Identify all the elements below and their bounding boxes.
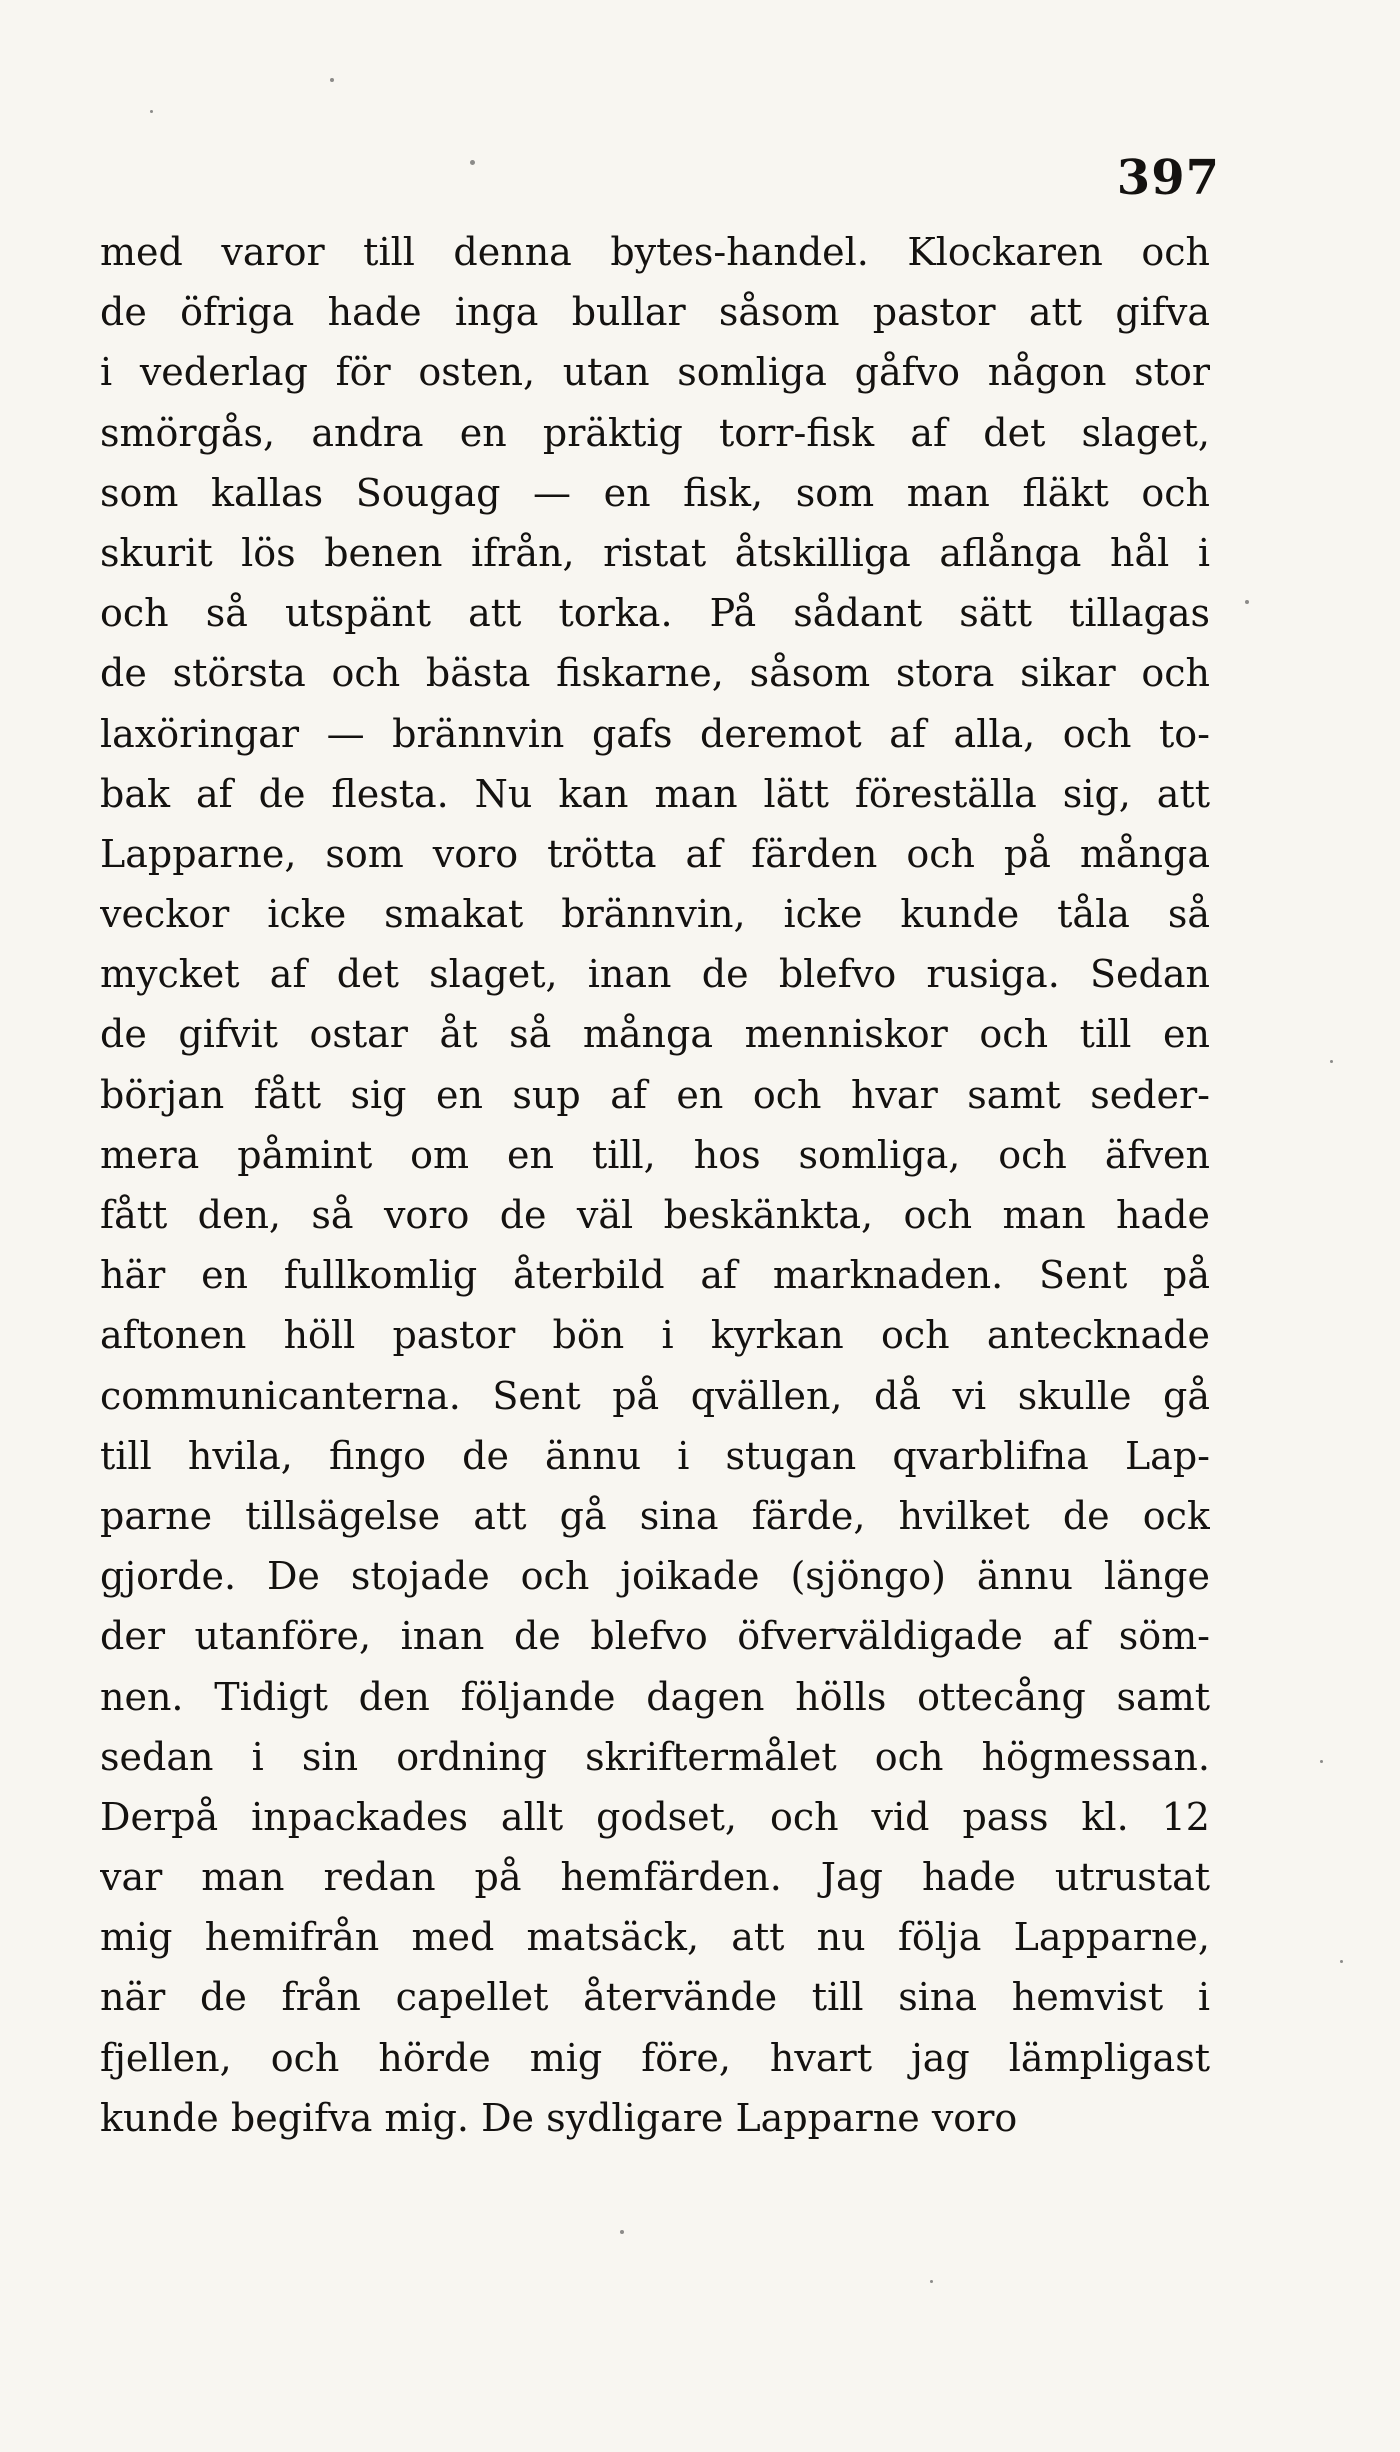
text-line: med varor till denna bytes-handel. Klockaren och: [100, 230, 1210, 274]
text-line: de öfriga hade inga bullar såsom pastor att gifva: [100, 290, 1210, 335]
text-line: parne tillsägelse att gå sina färde, hvilket de ock: [100, 1493, 1210, 1538]
scan-speck: [930, 2280, 933, 2283]
text-line: var man redan på hemfärden. Jag hade utrustat: [100, 1855, 1210, 1900]
text-line: i vederlag för osten, utan somliga gåfvo någon stor: [100, 350, 1210, 395]
text-line: communicanterna. Sent på qvällen, då vi skulle gå: [100, 1373, 1210, 1418]
text-line: till hvila, fingo de ännu i stugan qvarblifna Lap-: [100, 1433, 1210, 1478]
scan-speck: [1340, 1960, 1343, 1963]
scan-speck: [150, 110, 153, 113]
scan-speck: [470, 160, 475, 165]
text-line: nen. Tidigt den följande dagen hölls otteсång samt: [100, 1674, 1210, 1719]
text-line: Lapparne, som voro trötta af färden och på många: [100, 831, 1210, 876]
text-line: sedan i sin ordning skriftermålet och högmessan.: [100, 1734, 1210, 1779]
text-line: mig hemifrån med matsäck, att nu följa Lapparne,: [100, 1915, 1210, 1960]
page-number: 397: [1116, 150, 1220, 206]
text-line: fjellen, och hörde mig före, hvart jag lämpligast: [100, 2035, 1210, 2080]
text-line: de gifvit ostar åt så många menniskor och till en: [100, 1012, 1210, 1057]
text-line: början fått sig en sup af en och hvar samt seder-: [100, 1072, 1210, 1117]
text-line: der utanföre, inan de blefvo öfverväldigade af söm-: [100, 1614, 1210, 1659]
scan-speck: [1330, 1060, 1333, 1063]
text-line: laxöringar — brännvin gafs deremot af alla, och to-: [100, 711, 1210, 756]
text-line: när de från capellet återvände till sina hemvist i: [100, 1975, 1210, 2020]
text-line: bak af de flesta. Nu kan man lätt föreställa sig, att: [100, 771, 1210, 816]
scan-speck: [620, 2230, 624, 2234]
text-line: kunde begifva mig. De sydligare Lapparne voro: [100, 2095, 1018, 2140]
text-line: mycket af det slaget, inan de blefvo rusiga. Sedan: [100, 952, 1210, 997]
body-text: [100, 222, 1210, 2148]
text-line: fått den, så voro de väl beskänkta, och man hade: [100, 1193, 1210, 1237]
text-line: veckor icke smakat brännvin, icke kunde tåla så: [100, 892, 1210, 937]
text-line: gjorde. De stojade och joikade (sjöngo) ännu länge: [100, 1554, 1210, 1599]
scan-speck: [1245, 600, 1249, 604]
text-line: mera påmint om en till, hos somliga, och äfven: [100, 1132, 1210, 1177]
text-line: och så utspänt att torka. På sådant sätt tillagas: [100, 591, 1210, 636]
scan-speck: [1320, 1760, 1323, 1763]
text-line: här en fullkomlig återbild af marknaden. Sent på: [100, 1253, 1210, 1298]
text-line: Derpå inpackades allt godset, och vid pass kl. 12: [100, 1794, 1210, 1839]
text-line: smörgås, andra en präktig torr-fisk af det slaget,: [100, 410, 1210, 455]
text-line: skurit lös benen ifrån, ristat åtskilliga aflånga hål i: [100, 530, 1210, 575]
text-line: de största och bästa fiskarne, såsom stora sikar och: [100, 651, 1210, 696]
text-line: aftonen höll pastor bön i kyrkan och antecknade: [100, 1313, 1210, 1358]
scan-speck: [330, 78, 334, 82]
text-line: som kallas Sougag — en fisk, som man fläkt och: [100, 470, 1210, 515]
